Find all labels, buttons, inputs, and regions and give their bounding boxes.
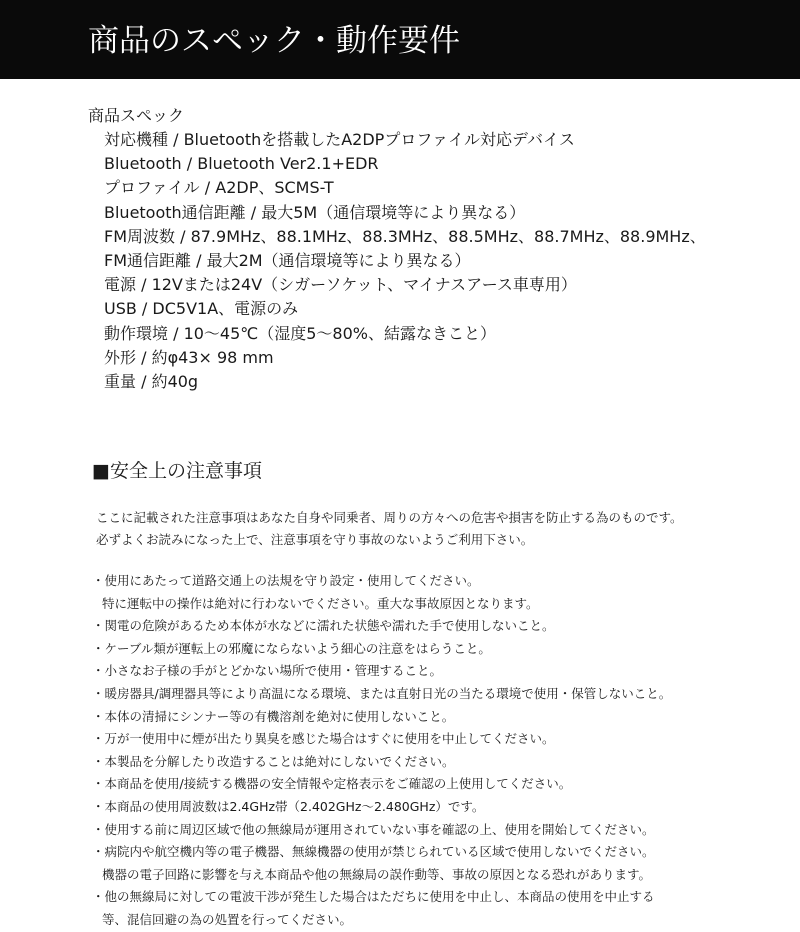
safety-rule: ・ケーブル類が運転上の邪魔にならないよう細心の注意をはらうこと。 bbox=[92, 640, 491, 656]
spec-section bbox=[88, 104, 788, 394]
safety-rule-continuation: 機器の電子回路に影響を与え本商品や他の無線局の誤作動等、事故の原因となる恐れがあります。 bbox=[102, 866, 652, 882]
safety-rule: ・本商品の使用周波数は2.4GHz帯（2.402GHz～2.480GHz）です。 bbox=[92, 798, 485, 814]
safety-rule: ・使用する前に周辺区域で他の無線局が運用されていない事を確認の上、使用を開始してください。 bbox=[92, 821, 655, 837]
spec-item-weight: 重量 / 約40g bbox=[104, 372, 199, 392]
spec-item-bluetooth-version: Bluetooth / Bluetooth Ver2.1+EDR bbox=[104, 154, 379, 174]
safety-rule: ・小さなお子様の手がとどかない場所で使用・管理すること。 bbox=[92, 663, 443, 679]
spec-item-fm-frequency: FM周波数 / 87.9MHz、88.1MHz、88.3MHz、88.5MHz、88.7MHz、88.9MHz、 bbox=[104, 226, 706, 246]
safety-rule: ・他の無線局に対しての電波干渉が発生した場合はただちに使用を中止し、本商品の使用を中止する bbox=[92, 889, 655, 905]
safety-rule: ・本体の清掃にシンナー等の有機溶剤を絶対に使用しないこと。 bbox=[92, 708, 455, 724]
spec-item-bluetooth-range: Bluetooth通信距離 / 最大5M（通信環境等により異なる） bbox=[104, 202, 526, 222]
spec-list bbox=[88, 128, 788, 394]
safety-rule-continuation: 等、混信回避の為の処置を行ってください。 bbox=[102, 911, 353, 927]
safety-rule: ・本製品を分解したり改造することは絶対にしないでください。 bbox=[92, 753, 455, 769]
safety-rule: ・万が一使用中に煙が出たり異臭を感じた場合はすぐに使用を中止してください。 bbox=[92, 731, 555, 747]
safety-rule: ・暖房器具/調理器具等により高温になる環境、または直射日光の当たる環境で使用・保管しないこと。 bbox=[92, 685, 672, 701]
intro-line: 必ずよくお読みになった上で、注意事項を守り事故のないようご利用下さい。 bbox=[96, 532, 534, 547]
header-bar bbox=[0, 0, 800, 79]
spec-item-power: 電源 / 12Vまたは24V（シガーソケット、マイナスアース車専用） bbox=[104, 275, 577, 295]
safety-rule-continuation: 特に運転中の操作は絶対に行わないでください。重大な事故原因となります。 bbox=[102, 595, 539, 611]
spec-item-operating-environment: 動作環境 / 10～45℃（湿度5～80%、結露なきこと） bbox=[104, 323, 496, 343]
page-title: 商品のスペック・動作要件 bbox=[88, 23, 460, 59]
safety-rules-list bbox=[92, 570, 792, 932]
safety-rule: ・関電の危険があるため本体が水などに濡れた状態や濡れた手で使用しないこと。 bbox=[92, 618, 555, 634]
spec-item-usb: USB / DC5V1A、電源のみ bbox=[104, 299, 299, 319]
spec-title: 商品スペック bbox=[88, 106, 185, 125]
spec-item-dimensions: 外形 / 約φ43× 98 mm bbox=[104, 347, 274, 367]
safety-rule: ・病院内や航空機内等の電子機器、無線機器の使用が禁じられている区域で使用しないでください。 bbox=[92, 844, 655, 860]
safety-rule: ・使用にあたって道路交通上の法規を守り設定・使用してください。 bbox=[92, 573, 480, 588]
safety-rule: ・本商品を使用/接続する機器の安全情報や定格表示をご確認の上使用してください。 bbox=[92, 776, 572, 792]
safety-section-title: ■安全上の注意事項 bbox=[92, 460, 262, 482]
safety-intro bbox=[96, 507, 796, 551]
spec-item-compatible-devices: 対応機種 / Bluetoothを搭載したA2DPプロファイル対応デバイス bbox=[104, 130, 575, 149]
spec-item-profile: プロファイル / A2DP、SCMS-T bbox=[104, 178, 334, 198]
spec-item-fm-range: FM通信距離 / 最大2M（通信環境等により異なる） bbox=[104, 251, 471, 271]
intro-line: ここに記載された注意事項はあなた自身や同乗者、周りの方々への危害や損害を防止する為のものです。 bbox=[96, 510, 683, 525]
